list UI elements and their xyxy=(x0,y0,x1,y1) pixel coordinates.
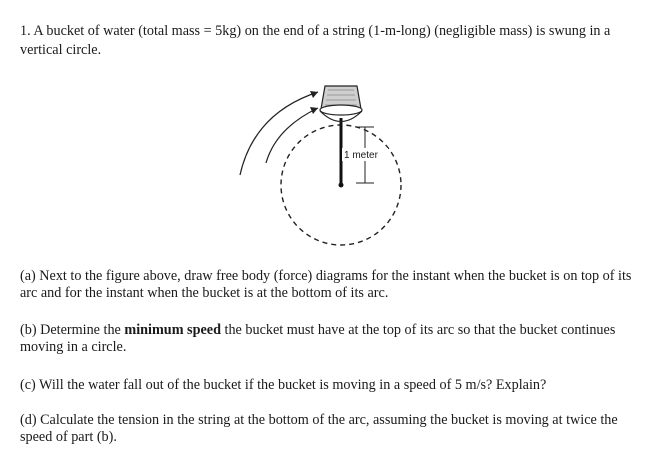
part-a-text: (a) Next to the figure above, draw free body (force) diagrams for the instant when the bucket is on top of its arc and for the instant when the bucket is at the bottom of its arc. xyxy=(20,268,632,301)
part-d-text: (d) Calculate the tension in the string at the bottom of the arc, assuming the bucket is moving at twice the speed of part (b). xyxy=(20,412,618,445)
motion-arrow-inner xyxy=(266,107,318,163)
bucket-circle-figure xyxy=(228,78,428,258)
bucket xyxy=(320,86,362,122)
part-b-suffix: the bucket must have at the top of its arc so that the bucket continues moving in a circle. xyxy=(20,322,616,355)
question-intro: 1. A bucket of water (total mass = 5kg) on the end of a string (1-m-long) (negligible mass) is swung in a vertical circle. xyxy=(20,23,611,58)
motion-arrow-outer xyxy=(240,91,318,175)
part-b-prefix: (b) Determine the xyxy=(20,322,125,338)
part-c-text: (c) Will the water fall out of the bucket if the bucket is moving in a speed of 5 m/s? Explain? xyxy=(20,377,547,393)
part-b-emphasis: minimum speed xyxy=(124,322,221,338)
pivot-point xyxy=(339,183,344,188)
radius-label: 1 meter xyxy=(344,150,378,161)
part-b-text xyxy=(20,322,635,356)
